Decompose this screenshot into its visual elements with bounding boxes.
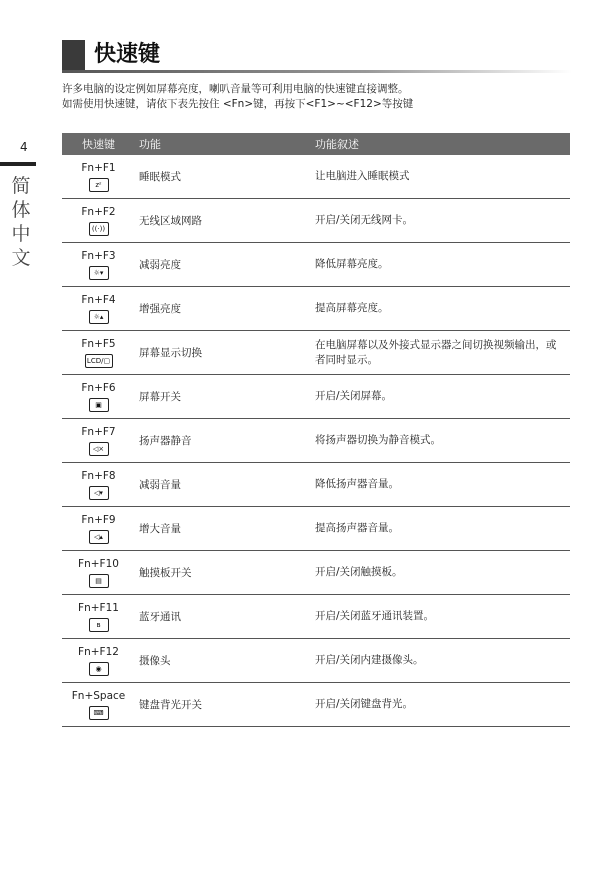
hotkey-cell: [62, 683, 135, 727]
description-cell: 开启/关闭无线网卡。: [311, 199, 570, 243]
camera-icon: ◉: [89, 662, 109, 676]
keyboard-backlight-icon: ⌨: [89, 706, 109, 720]
hotkey-cell: [62, 199, 135, 243]
description-cell: 降低扬声器音量。: [311, 463, 570, 507]
hotkey-cell: [62, 507, 135, 551]
description-cell: 在电脑屏幕以及外接式显示器之间切换视频输出，或者同时显示。: [311, 331, 570, 375]
hotkey-cell: [62, 639, 135, 683]
table-row: [62, 375, 570, 419]
table-row: [62, 155, 570, 199]
brightness-up-icon: ☼▴: [89, 310, 109, 324]
function-cell: 减弱亮度: [135, 243, 311, 287]
table-row: [62, 639, 570, 683]
hotkey-cell: [62, 463, 135, 507]
table-row: [62, 287, 570, 331]
wireless-icon: ((·)): [89, 222, 109, 236]
function-cell: 摄像头: [135, 639, 311, 683]
function-cell: 键盘背光开关: [135, 683, 311, 727]
title-underline: [62, 70, 572, 73]
function-cell: 蓝牙通讯: [135, 595, 311, 639]
hotkey-label: Fn+F9: [81, 514, 116, 526]
description-cell: 开启/关闭蓝牙通讯装置。: [311, 595, 570, 639]
description-cell: 开启/关闭触摸板。: [311, 551, 570, 595]
table-row: [62, 243, 570, 287]
hotkey-label: Fn+F5: [81, 338, 116, 350]
description-cell: 降低屏幕亮度。: [311, 243, 570, 287]
hotkey-table: [62, 133, 570, 727]
description-cell: 开启/关闭键盘背光。: [311, 683, 570, 727]
hotkey-label: Fn+F12: [78, 646, 119, 658]
hotkey-label: Fn+F6: [81, 382, 116, 394]
header-description: 功能叙述: [315, 138, 359, 151]
hotkey-label: Fn+F1: [81, 162, 116, 174]
header-hotkey: 快速键: [82, 138, 115, 151]
function-cell: 触摸板开关: [135, 551, 311, 595]
intro-text: [62, 82, 413, 112]
table-row: [62, 419, 570, 463]
description-cell: 开启/关闭屏幕。: [311, 375, 570, 419]
description-cell: 开启/关闭内建摄像头。: [311, 639, 570, 683]
function-cell: 屏幕开关: [135, 375, 311, 419]
header-function: 功能: [139, 138, 161, 151]
title-marker: [62, 40, 85, 70]
hotkey-cell: [62, 551, 135, 595]
volume-down-icon: ◁▾: [89, 486, 109, 500]
hotkey-cell: [62, 243, 135, 287]
table-row: [62, 595, 570, 639]
function-cell: 减弱音量: [135, 463, 311, 507]
bluetooth-icon: ʙ: [89, 618, 109, 632]
function-cell: 睡眠模式: [135, 155, 311, 199]
hotkey-label: Fn+F10: [78, 558, 119, 570]
function-cell: 扬声器静音: [135, 419, 311, 463]
hotkey-label: Fn+Space: [71, 690, 126, 702]
hotkey-cell: [62, 375, 135, 419]
hotkey-cell: [62, 595, 135, 639]
table-row: [62, 199, 570, 243]
table-row: [62, 507, 570, 551]
description-cell: 让电脑进入睡眠模式: [311, 155, 570, 199]
intro-line-1: 许多电脑的设定例如屏幕亮度，喇叭音量等可利用电脑的快速键直接调整。: [62, 83, 409, 95]
hotkey-label: Fn+F3: [81, 250, 116, 262]
function-cell: 屏幕显示切换: [135, 331, 311, 375]
z-sleep-icon: zᶻ: [89, 178, 109, 192]
table-row: [62, 331, 570, 375]
touchpad-icon: ▤: [89, 574, 109, 588]
volume-up-icon: ◁▴: [89, 530, 109, 544]
hotkey-label: Fn+F11: [78, 602, 119, 614]
description-cell: 将扬声器切换为静音模式。: [311, 419, 570, 463]
hotkey-cell: [62, 331, 135, 375]
hotkey-cell: [62, 287, 135, 331]
hotkey-label: Fn+F4: [81, 294, 116, 306]
hotkey-label: Fn+F8: [81, 470, 116, 482]
page-number: 4: [20, 140, 28, 154]
function-cell: 无线区域网路: [135, 199, 311, 243]
table-row: [62, 463, 570, 507]
table-header-row: [62, 133, 570, 155]
mute-icon: ◁×: [89, 442, 109, 456]
hotkey-label: Fn+F2: [81, 206, 116, 218]
table-row: [62, 551, 570, 595]
page-header: [62, 40, 572, 70]
hotkey-cell: [62, 419, 135, 463]
brightness-down-icon: ☼▾: [89, 266, 109, 280]
table-row: [62, 683, 570, 727]
function-cell: 增强亮度: [135, 287, 311, 331]
intro-line-2: 如需使用快速键，请依下表先按住 <Fn>键，再按下<F1>~<F12>等按键: [62, 98, 414, 110]
screen-toggle-icon: ▣: [89, 398, 109, 412]
description-cell: 提高扬声器音量。: [311, 507, 570, 551]
function-cell: 增大音量: [135, 507, 311, 551]
page-title: 快速键: [94, 42, 161, 67]
language-label: 简体中文: [11, 175, 31, 269]
hotkey-cell: [62, 155, 135, 199]
side-divider: [0, 162, 36, 166]
hotkey-label: Fn+F7: [81, 426, 116, 438]
description-cell: 提高屏幕亮度。: [311, 287, 570, 331]
display-switch-icon: LCD/▢: [85, 354, 113, 368]
